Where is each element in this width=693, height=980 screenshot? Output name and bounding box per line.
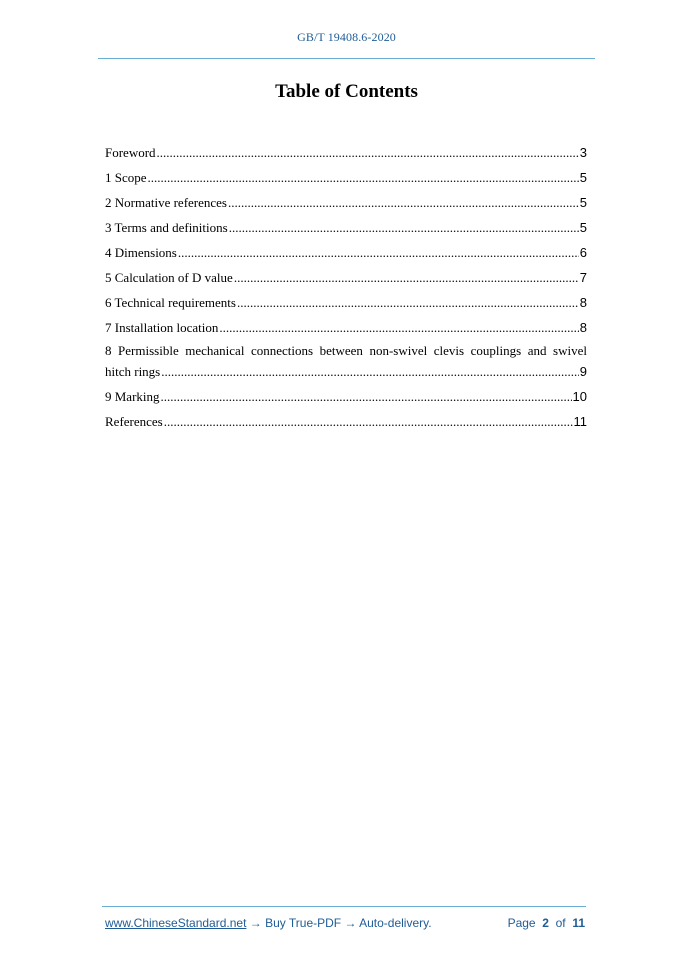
toc-entry-label: 4 Dimensions [105, 245, 177, 260]
toc-entry-label: 3 Terms and definitions [105, 220, 228, 235]
toc-entry-technical-requirements[interactable] [105, 286, 587, 311]
toc-entry-references[interactable] [105, 405, 587, 430]
toc-entry-label: References [105, 414, 163, 429]
toc-entry-page: 10 [572, 389, 587, 404]
toc-entry-label: 1 Scope [105, 170, 147, 185]
toc-entry-page: 8 [579, 295, 587, 310]
page-title: Table of Contents [275, 81, 418, 102]
toc-entry-normative-references[interactable] [105, 186, 587, 211]
toc-entry-label-line1: 8 Permissible mechanical connections between non-swivel clevis couplings and swivel [105, 343, 587, 358]
toc-entry-mechanical-connections[interactable] [105, 336, 587, 380]
footer-divider [102, 906, 586, 907]
page-label: Page [507, 916, 536, 930]
toc-entry-label: Foreword [105, 145, 156, 160]
toc-entry-page: 5 [579, 170, 587, 185]
footer-promo [105, 916, 432, 930]
dot-leader [229, 219, 579, 236]
toc-entry-page: 6 [579, 245, 587, 260]
dot-leader [237, 294, 579, 311]
header-divider [98, 58, 595, 59]
page-indicator [508, 916, 585, 930]
dot-leader [164, 413, 573, 430]
toc-entry-line2 [105, 361, 587, 380]
dot-leader [219, 319, 578, 336]
dot-leader [148, 169, 579, 186]
toc-entry-page: 11 [573, 414, 587, 429]
toc-entry-installation-location[interactable] [105, 311, 587, 336]
page-of-label: of [555, 916, 566, 930]
page-current: 2 [542, 916, 549, 930]
toc-entry-page: 9 [579, 364, 587, 379]
dot-leader [161, 363, 579, 380]
toc-entry-marking[interactable] [105, 380, 587, 405]
toc-entry-label: 2 Normative references [105, 195, 227, 210]
toc-entry-page: 5 [579, 195, 587, 210]
dot-leader [178, 244, 579, 261]
toc-list [105, 136, 587, 430]
toc-entry-page: 3 [579, 145, 587, 160]
document-code-header: GB/T 19408.6-2020 [297, 30, 396, 44]
toc-entry-calculation-d-value[interactable] [105, 261, 587, 286]
toc-entry-page: 7 [579, 270, 587, 285]
dot-leader [228, 194, 579, 211]
toc-entry-label: 9 Marking [105, 389, 160, 404]
footer-promo-text: → Buy True-PDF → Auto-delivery. [246, 916, 432, 930]
toc-entry-label: 6 Technical requirements [105, 295, 236, 310]
toc-entry-page: 8 [579, 320, 587, 335]
toc-entry-label: 7 Installation location [105, 320, 219, 335]
toc-entry-dimensions[interactable] [105, 236, 587, 261]
website-link[interactable]: www.ChineseStandard.net [105, 916, 247, 930]
toc-entry-terms-definitions[interactable] [105, 211, 587, 236]
dot-leader [157, 144, 579, 161]
toc-entry-label-line2: hitch rings [105, 364, 161, 379]
toc-entry-foreword[interactable] [105, 136, 587, 161]
toc-entry-label: 5 Calculation of D value [105, 270, 233, 285]
toc-entry-scope[interactable] [105, 161, 587, 186]
dot-leader [234, 269, 579, 286]
toc-entry-page: 5 [579, 220, 587, 235]
dot-leader [161, 388, 572, 405]
page-total: 11 [572, 916, 585, 930]
